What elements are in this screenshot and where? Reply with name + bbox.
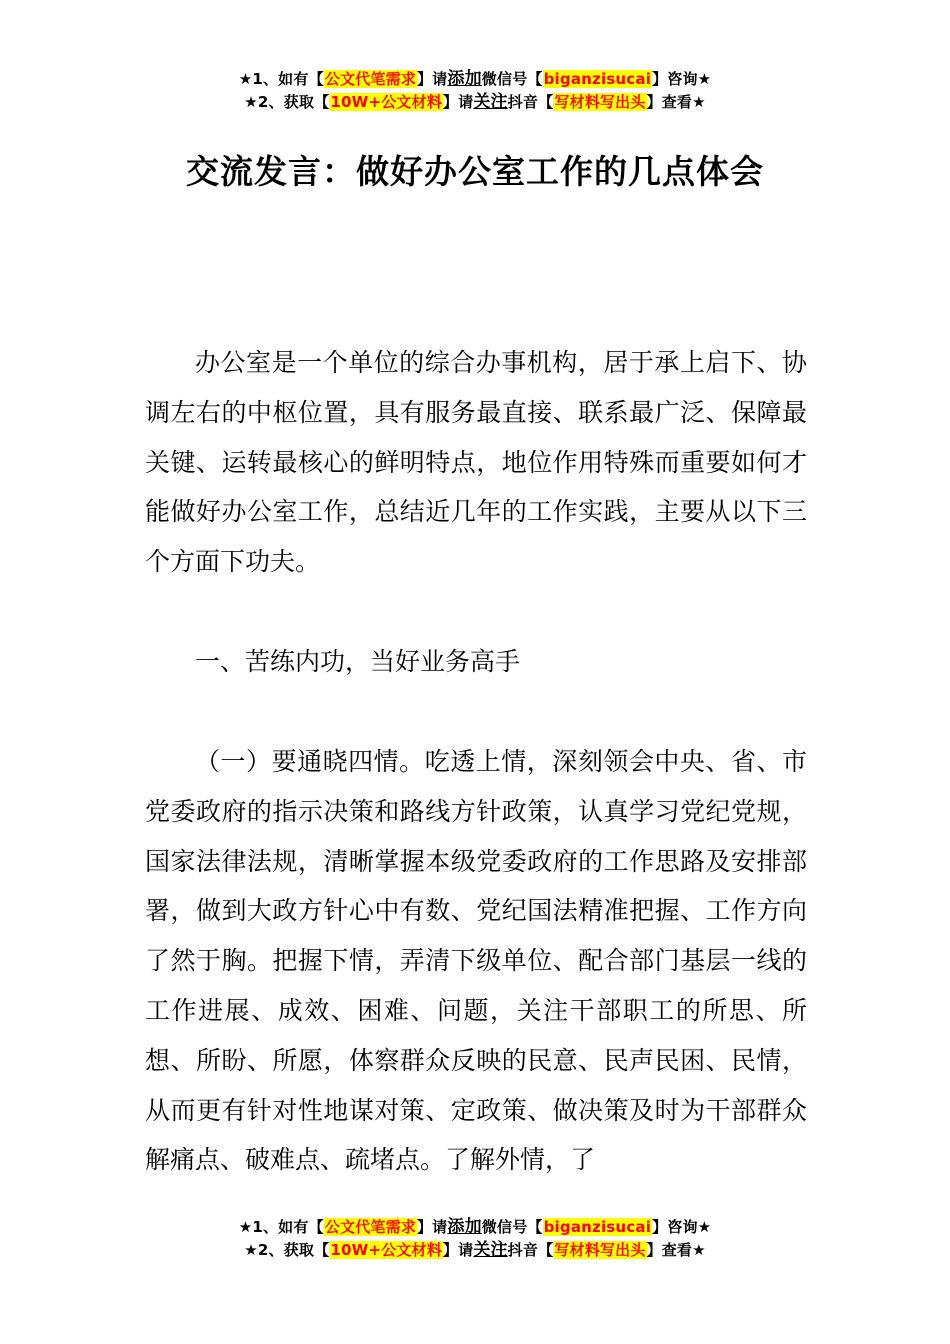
promo-wechat-id: biganzisucai [543, 70, 652, 88]
section-paragraph: （一）要通晓四情。吃透上情，深刻领会中央、省、市党委政府的指示决策和路线方针政策，认真学习党纪党规，国家法律法规，清晰掌握本级党委政府的工作思路及安排部署，做到大政方针心中有数、党纪国法精准把握、工作方向了然于胸。把握下情，弄清下级单位、配合部门基层一线的工作进展、成效、困难、问题，关注干部职工的所思、所想、所盼、所愿，体察群众反映的民意、民声民困、民情，从而更有针对性地谋对策、定政策、做决策及时为干部群众解痛点、破难点、疏堵点。了解外情，了 [145, 747, 807, 1175]
promo-line-1: ★1、如有【公文代笔需求】请添加微信号【biganzisucai】咨询★ [238, 69, 712, 89]
intro-paragraph: 办公室是一个单位的综合办事机构，居于承上启下、协调左右的中枢位置，具有服务最直接、联系最广泛、保障最关键、运转最核心的鲜明特点，地位作用特殊而重要如何才能做好办公室工作，总结近几年的工作实践，主要从以下三个方面下功夫。 [145, 348, 807, 577]
section-heading: 一、苦练内功，当好业务高手 [195, 647, 521, 676]
promo-highlight: 公文代笔需求 [324, 70, 416, 88]
promo-douyin-id: 写材料写出头 [554, 93, 646, 111]
promo-banner-bottom [0, 1216, 950, 1262]
promo-underline: 添加 [447, 69, 482, 89]
promo-highlight: 10W+公文材料 [330, 1241, 442, 1259]
promo-underline: 关注 [473, 92, 508, 112]
promo-line-1: ★1、如有【公文代笔需求】请添加微信号【biganzisucai】咨询★ [238, 1217, 712, 1237]
promo-wechat-id: biganzisucai [543, 1218, 652, 1236]
promo-highlight: 10W+公文材料 [330, 93, 442, 111]
promo-underline: 关注 [473, 1240, 508, 1260]
promo-banner-top [0, 68, 950, 114]
promo-highlight: 公文代笔需求 [324, 1218, 416, 1236]
promo-douyin-id: 写材料写出头 [554, 1241, 646, 1259]
promo-line-2: ★2、获取【10W+公文材料】请关注抖音【写材料写出头】查看★ [244, 92, 706, 112]
page-title: 交流发言：做好办公室工作的几点体会 [186, 152, 764, 191]
promo-line-2: ★2、获取【10W+公文材料】请关注抖音【写材料写出头】查看★ [244, 1240, 706, 1260]
promo-underline: 添加 [447, 1217, 482, 1237]
